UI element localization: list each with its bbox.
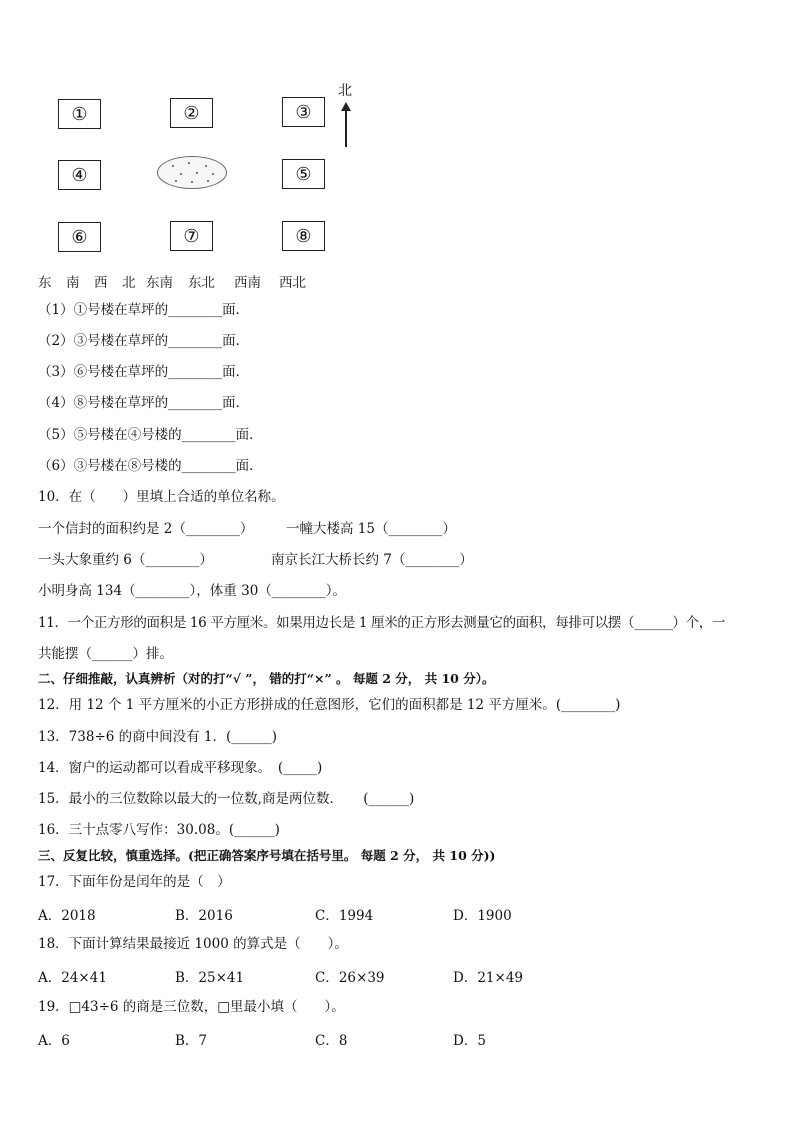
q10-row2-left: 一头大象重约 6（________） xyxy=(38,552,213,568)
building-box-6: ⑥ xyxy=(58,222,101,252)
q12: 12．用 12 个 1 平方厘米的小正方形拼成的任意图形，它们的面积都是 12 平方厘米。(________) xyxy=(38,697,621,713)
subquestion-5: （5）⑤号楼在④号楼的________面． xyxy=(38,427,263,443)
direction-option: 西南 xyxy=(234,275,261,291)
subquestion-6: （6）③号楼在⑧号楼的________面． xyxy=(38,458,263,474)
building-box-5: ⑤ xyxy=(282,159,325,189)
q10-row3: 小明身高 134（________），体重 30（________）。 xyxy=(38,583,347,599)
q10-row2-right: 南京长江大桥长约 7（________） xyxy=(271,552,473,568)
q17-option-d: D．1900 xyxy=(453,908,512,924)
q10-row1-left: 一个信封的面积约是 2（________） xyxy=(38,521,254,537)
section-2-heading: 二、仔细推敲，认真辨析（对的打“√ ”， 错的打“×” 。 每题 2 分， 共 10 分）。 xyxy=(38,671,495,686)
building-box-3: ③ xyxy=(282,97,325,127)
q18-stem: 18．下面计算结果最接近 1000 的算式是（ ）。 xyxy=(38,936,348,952)
q19-option-b: B．7 xyxy=(175,1033,208,1049)
q10-row1-right: 一幢大楼高 15（________） xyxy=(286,521,456,537)
north-label: 北 xyxy=(338,83,352,99)
q19-option-c: C．8 xyxy=(315,1033,348,1049)
direction-option: 西北 xyxy=(279,275,306,291)
q14: 14．窗户的运动都可以看成平移现象。 (_____) xyxy=(38,760,323,776)
subquestion-3: （3）⑥号楼在草坪的________面． xyxy=(38,364,250,380)
q18-option-c: C．26×39 xyxy=(315,970,385,986)
direction-option: 西 xyxy=(94,275,108,291)
q18-option-a: A．24×41 xyxy=(38,970,107,986)
building-box-7: ⑦ xyxy=(170,221,213,251)
q17-option-c: C．1994 xyxy=(315,908,374,924)
direction-option: 北 xyxy=(122,275,136,291)
q17-option-a: A．2018 xyxy=(38,908,96,924)
direction-option: 南 xyxy=(66,275,80,291)
building-box-1: ① xyxy=(58,99,101,129)
q17-option-b: B．2016 xyxy=(175,908,233,924)
q11-line1: 11．一个正方形的面积是 16 平方厘米。如果用边长是 1 厘米的正方形去测量它的面积，每排可以摆（______）个，一 xyxy=(38,615,726,631)
q13: 13．738÷6 的商中间没有 1．(______) xyxy=(38,729,278,745)
lawn xyxy=(157,156,227,189)
building-box-8: ⑧ xyxy=(282,221,325,251)
q17-stem: 17．下面年份是闰年的是（ ） xyxy=(38,874,231,890)
q11-line2: 共能摆（______）排。 xyxy=(38,646,173,662)
subquestion-2: （2）③号楼在草坪的________面． xyxy=(38,333,250,349)
q19-option-d: D．5 xyxy=(453,1033,486,1049)
section-3-heading: 三、反复比较，慎重选择。(把正确答案序号填在括号里。 每题 2 分， 共 10 分)) xyxy=(38,848,496,863)
q19-option-a: A．6 xyxy=(38,1033,70,1049)
direction-option: 东 xyxy=(38,275,52,291)
q16: 16．三十点零八写作：30.08。(______) xyxy=(38,822,280,838)
direction-option: 东北 xyxy=(188,275,215,291)
subquestion-1: （1）①号楼在草坪的________面． xyxy=(38,302,250,318)
q18-option-d: D．21×49 xyxy=(453,970,523,986)
building-box-2: ② xyxy=(170,98,213,128)
q15: 15．最小的三位数除以最大的一位数,商是两位数． (______) xyxy=(38,791,415,807)
q10-title: 10．在（ ）里填上合适的单位名称。 xyxy=(38,489,285,505)
q18-option-b: B．25×41 xyxy=(175,970,245,986)
direction-option: 东南 xyxy=(146,275,173,291)
north-arrow-line xyxy=(345,110,347,147)
subquestion-4: （4）⑧号楼在草坪的________面． xyxy=(38,395,250,411)
building-box-4: ④ xyxy=(58,160,101,190)
q19-stem: 19．□43÷6 的商是三位数，□里最小填（ ）。 xyxy=(38,999,345,1015)
